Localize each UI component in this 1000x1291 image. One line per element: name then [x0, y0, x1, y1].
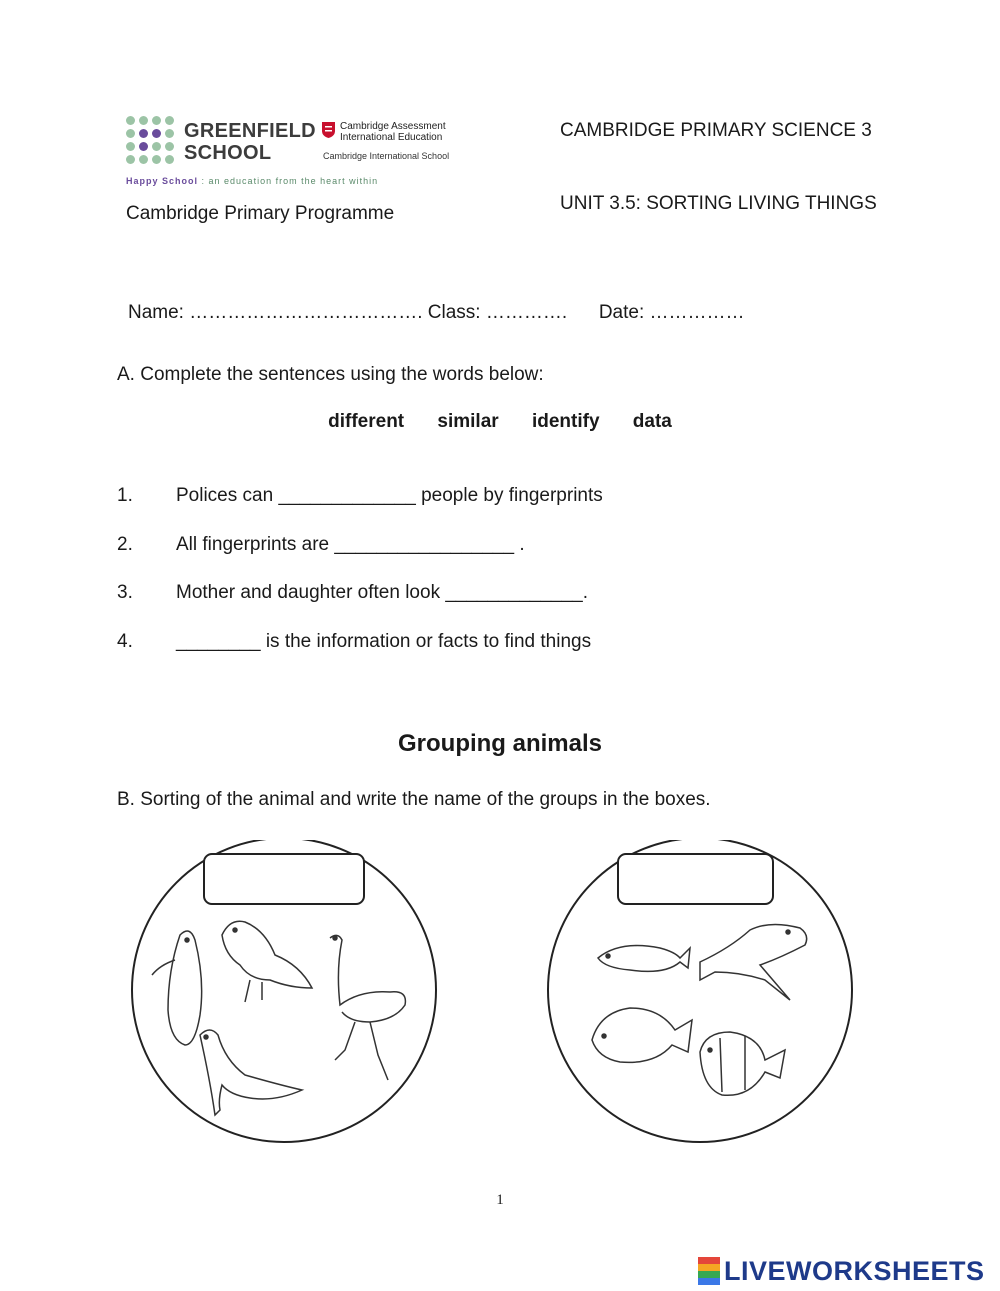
section-b-title: Grouping animals [397, 730, 603, 757]
course-title: CAMBRIDGE PRIMARY SCIENCE 3 [560, 120, 872, 141]
word-bank-item: similar [437, 411, 499, 432]
cambridge-assessment-label [340, 121, 446, 143]
word-bank [0, 411, 1000, 433]
cambridge-line2: International Education [340, 132, 443, 143]
question-text: All fingerprints are _________________ . [176, 534, 525, 555]
school-logo-dots [126, 116, 174, 168]
page-number: 1 [496, 1192, 504, 1208]
unit-title: UNIT 3.5: SORTING LIVING THINGS [560, 193, 877, 214]
word-bank-item: identify [531, 411, 600, 432]
tagline-rest: : an education from the heart within [201, 176, 379, 186]
section-a-instruction: A. Complete the sentences using the words below: [117, 364, 544, 385]
school-name [184, 120, 316, 164]
school-tagline [126, 176, 378, 186]
question-text: ________ is the information or facts to find things [176, 631, 592, 652]
fish-group-answer-box[interactable] [618, 854, 773, 904]
word-bank-item: data [632, 411, 672, 432]
tagline-start: Happy School [126, 176, 199, 186]
question-number: 4. [117, 631, 133, 652]
question-number: 1. [117, 485, 133, 506]
liveworksheets-logo [698, 1255, 985, 1287]
word-bank-item: different [328, 411, 405, 432]
question-number: 2. [117, 534, 133, 555]
student-info-line: Name: ………………………………. Class: …………. Date: …………… [128, 302, 745, 323]
question-1[interactable] [117, 485, 603, 507]
question-number: 3. [117, 582, 133, 603]
school-name-line1: GREENFIELD [184, 120, 316, 142]
question-2[interactable] [117, 534, 525, 556]
cambridge-line1: Cambridge Assessment [340, 121, 446, 132]
liveworksheets-brand: LIVEWORKSHEETS [724, 1255, 985, 1286]
question-3[interactable] [117, 582, 588, 604]
section-b-instruction: B. Sorting of the animal and write the name of the groups in the boxes. [117, 789, 711, 810]
cambridge-crest-icon [322, 122, 335, 138]
question-text: Mother and daughter often look _____________. [176, 582, 588, 603]
liveworksheets-badge-icon [698, 1257, 720, 1285]
question-4[interactable] [117, 631, 591, 653]
school-name-line2: SCHOOL [184, 142, 272, 164]
cambridge-school-label: Cambridge International School [323, 151, 450, 161]
grouping-diagram [0, 840, 1000, 1160]
bird-group-answer-box[interactable] [204, 854, 364, 904]
question-text: Polices can _____________ people by fingerprints [176, 485, 603, 506]
programme-label: Cambridge Primary Programme [126, 203, 395, 224]
